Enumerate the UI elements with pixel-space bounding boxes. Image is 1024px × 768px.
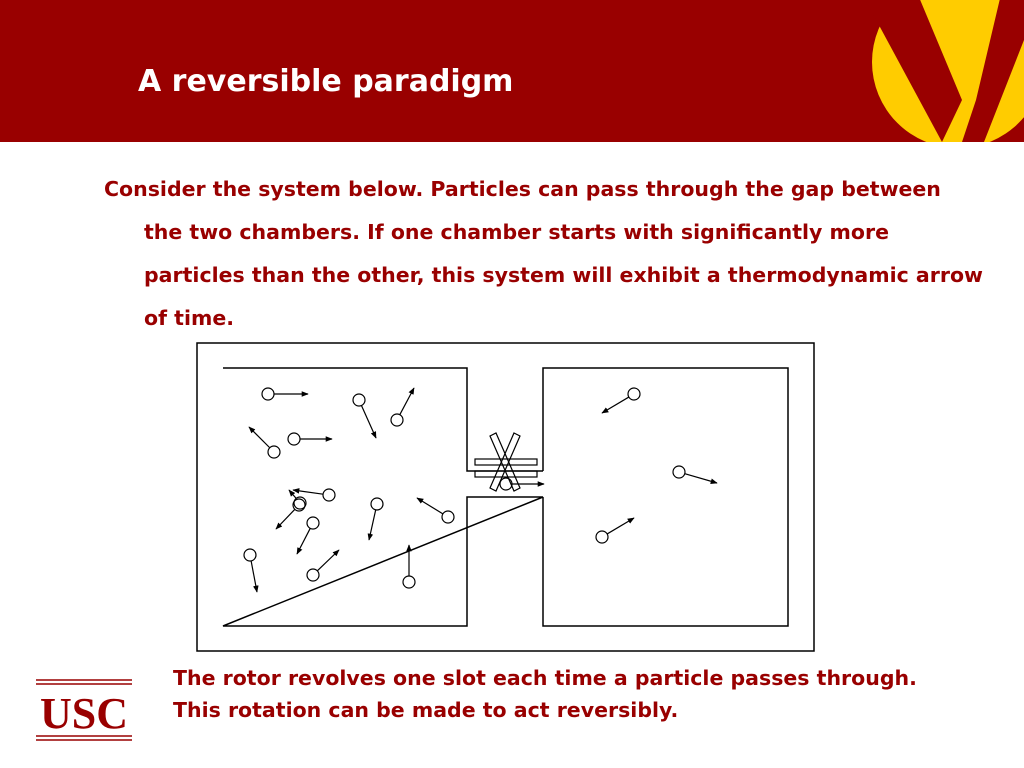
particle	[371, 498, 383, 510]
velocity-arrow	[361, 405, 376, 438]
usc-logo-text: USC	[39, 689, 129, 738]
rotor-caption: The rotor revolves one slot each time a particle passes through. This rotation can be made to act reversibly.	[173, 666, 917, 722]
slide-title: A reversible paradigm	[138, 64, 514, 99]
velocity-arrow	[317, 550, 339, 571]
usc-logo	[36, 678, 136, 744]
left-chamber	[223, 368, 543, 626]
particle	[323, 489, 335, 501]
intro-paragraph: Consider the system below. Particles can pass through the gap between the two chambers. If one chamber starts with significantly more particles than the other, this system will exhibit a thermodynamic arrow of time.	[104, 177, 983, 330]
velocity-arrow	[400, 388, 414, 415]
velocity-arrow	[602, 397, 629, 413]
particle	[391, 414, 403, 426]
particle	[442, 511, 454, 523]
rotor-icon	[475, 433, 537, 491]
velocity-arrow	[293, 490, 323, 494]
particle	[268, 446, 280, 458]
particle	[353, 394, 365, 406]
particle	[500, 478, 512, 490]
velocity-arrow	[249, 427, 270, 448]
velocity-arrow	[276, 509, 295, 529]
velocity-arrow	[685, 474, 717, 483]
v-logo-icon	[834, 0, 1024, 142]
particle	[244, 549, 256, 561]
particle	[673, 466, 685, 478]
particle	[288, 433, 300, 445]
particle	[596, 531, 608, 543]
particle	[262, 388, 274, 400]
velocity-arrow	[297, 528, 310, 554]
particle	[307, 517, 319, 529]
particle	[628, 388, 640, 400]
velocity-arrow	[417, 498, 443, 514]
slide-header	[0, 0, 1024, 142]
particle	[403, 576, 415, 588]
velocity-arrow	[369, 510, 376, 540]
particles	[244, 388, 717, 592]
velocity-arrow	[251, 561, 257, 592]
velocity-arrow	[289, 490, 296, 498]
right-chamber	[543, 368, 788, 626]
two-chamber-diagram	[196, 342, 816, 654]
particle	[307, 569, 319, 581]
velocity-arrow	[607, 518, 634, 534]
